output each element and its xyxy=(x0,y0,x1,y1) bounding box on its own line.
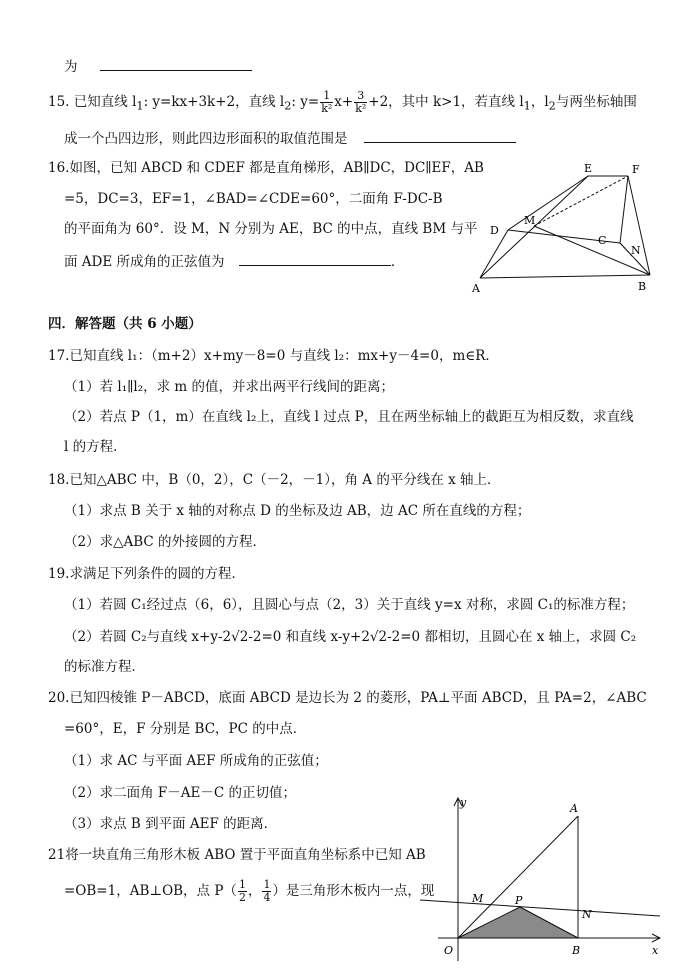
q16-figure xyxy=(470,158,670,298)
q21-fraction-2: $\frac{1}{4}$ xyxy=(263,878,271,904)
q19-part1: （1）若圆 C₁经过点（6，6），且圆心与点（2，3）关于直线 y=x 对称，求圆 C₁的标准方程； xyxy=(64,597,635,613)
q18-part2: （2）求△ABC 的外接圆的方程． xyxy=(64,534,267,550)
q21-fraction-1: $\frac{1}{2}$ xyxy=(238,878,246,904)
q19-line1: 19.求满足下列条件的圆的方程． xyxy=(48,566,245,582)
q21-label-y: y xyxy=(460,796,467,809)
q18-number: 18. xyxy=(48,472,70,488)
q16-label-D: D xyxy=(490,224,499,237)
q16-line3: 的平面角为 60°．设 M，N 分别为 AE，BC 的中点，直线 BM 与平 xyxy=(64,221,478,237)
q20-part2: （2）求二面角 F－AE－C 的正切值； xyxy=(64,785,296,801)
q21-figure xyxy=(420,786,670,968)
q20-line2: =60°，E，F 分别是 BC，PC 的中点． xyxy=(64,721,307,737)
q17-part2: （2）若点 P（1，m）在直线 l₂上，直线 l 过点 P，且在两坐标轴上的截距互为相反数，求直线 xyxy=(64,409,634,425)
q21-shaded-triangle xyxy=(458,907,578,938)
q16-label-F: F xyxy=(632,163,640,176)
q21-label-P: P xyxy=(515,894,523,907)
q14-tail xyxy=(64,56,252,77)
q21-label-M: M xyxy=(472,892,484,905)
q16-label-M: M xyxy=(524,214,536,227)
q16-label-B: B xyxy=(638,280,647,293)
q18-part1: （1）求点 B 关于 x 轴的对称点 D 的坐标及边 AB，边 AC 所在直线的方程； xyxy=(64,503,531,519)
q20-part3: （3）求点 B 到平面 AEF 的距离． xyxy=(64,816,278,832)
q16-label-N: N xyxy=(631,244,641,257)
q16-label-A: A xyxy=(472,282,480,295)
q19-part2-cont: 的标准方程． xyxy=(64,659,145,675)
q21-label-B: B xyxy=(572,944,581,957)
q16-line4: 面 ADE 所成角的正弦值为 ． xyxy=(64,251,404,272)
q15-line1: 15. 已知直线 $l_1$: y=kx+3k+2，直线 $l_2$: y= $\frac{1}{\text{k²}}$ x+ $\frac{3}{\text{k²}}$ +2，其中 k>1，若直线 $l_1$，$l_2$与两坐标轴围 xyxy=(48,89,637,115)
q20-part1: （1）求 AC 与平面 AEF 所成角的正弦值； xyxy=(64,753,328,769)
q20-number: 20. xyxy=(48,690,70,706)
q15-fraction-2: $\frac{3}{\text{k²}}$ xyxy=(355,89,367,115)
q15-line2: 成一个凸四边形，则此四边形面积的取值范围是 xyxy=(64,128,516,149)
q18-line1: 18.已知△ABC 中，B（0，2），C（－2，－1），角 A 的平分线在 x 轴上． xyxy=(48,472,501,488)
q19-number: 19. xyxy=(48,566,70,582)
q21-line1: 21将一块直角三角形木板 ABO 置于平面直角坐标系中已知 AB xyxy=(48,847,426,863)
q19-part2: （2）若圆 C₂与直线 x+y-2√2-2=0 和直线 x-y+2√2-2=0 都相切，且圆心在 x 轴上，求圆 C₂ xyxy=(64,629,637,645)
q16-line1: 16.如图，已知 ABCD 和 CDEF 都是直角梯形，AB∥DC，DC∥EF，AB xyxy=(48,160,484,176)
q16-line2: =5，DC=3，EF=1，∠BAD=∠CDE=60°，二面角 F-DC-B xyxy=(64,191,443,207)
q14-prefix: 为 xyxy=(64,59,78,75)
q16-label-E: E xyxy=(584,162,593,175)
q17-line1: 17.已知直线 l₁：（m+2）x+my－8=0 与直线 l₂：mx+y－4=0，m∈R． xyxy=(48,348,499,364)
q16-number: 16. xyxy=(48,160,70,176)
q21-label-x: x xyxy=(652,944,659,957)
q14-answer-blank[interactable] xyxy=(100,56,252,71)
q15-number: 15. xyxy=(48,94,70,110)
q15-answer-blank[interactable] xyxy=(364,128,516,143)
q17-number: 17. xyxy=(48,348,70,364)
q16-answer-blank[interactable] xyxy=(239,251,391,266)
q21-line2: =OB=1，AB⊥OB，点 P（ $\frac{1}{2}$ ， $\frac{1}{4}$ ）是三角形木板内一点，现 xyxy=(64,878,435,904)
q20-line1: 20.已知四棱锥 P－ABCD，底面 ABCD 是边长为 2 的菱形，PA⊥平面 ABCD，且 PA=2，∠ABC xyxy=(48,690,647,706)
q16-label-C: C xyxy=(598,234,607,247)
q21-label-N: N xyxy=(582,908,592,921)
q21-label-A: A xyxy=(570,802,578,815)
q17-part1: （1）若 l₁∥l₂，求 m 的值，并求出两平行线间的距离； xyxy=(64,379,394,395)
q21-label-O: O xyxy=(444,944,454,957)
q15-fraction-1: $\frac{1}{\text{k²}}$ xyxy=(321,89,333,115)
q21-number: 21 xyxy=(48,847,66,863)
section-title-answer-questions: 四．解答题（共 6 小题） xyxy=(48,316,202,332)
q17-part2-cont: l 的方程． xyxy=(64,439,127,455)
